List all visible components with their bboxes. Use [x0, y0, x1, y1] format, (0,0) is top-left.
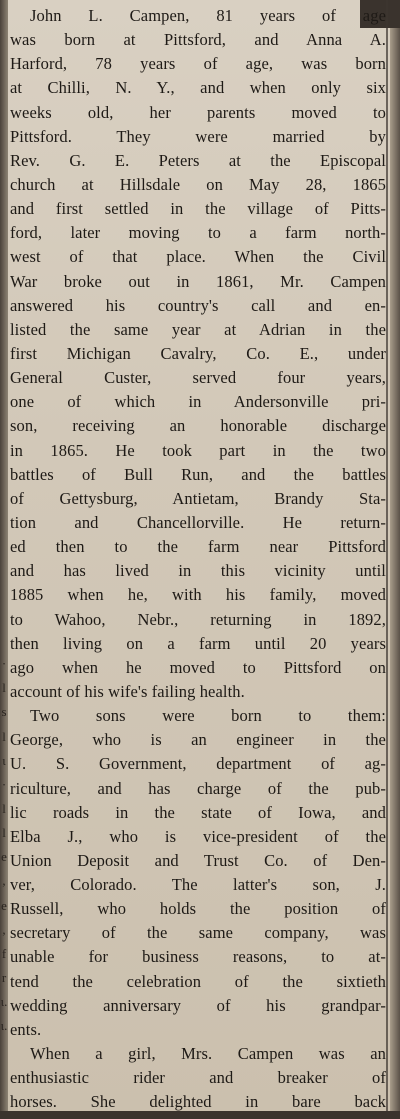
article-line: unable for business reasons, to at-: [10, 947, 386, 967]
bleed-through-mark: l: [2, 680, 6, 696]
article-line: 1885 when he, with his family, moved: [10, 585, 386, 605]
article-line: answered his country's call and en-: [10, 295, 386, 315]
right-page-edge: [390, 28, 400, 1119]
bottom-page-edge: [0, 1111, 400, 1119]
bleed-through-mark: ι.: [0, 1018, 8, 1034]
article-line: to Wahoo, Nebr., returning in 1892,: [10, 609, 386, 629]
article-line: Pittsford. They were married by: [10, 126, 386, 146]
article-line: secretary of the same company, was: [10, 923, 386, 943]
article-line: War broke out in 1861, Mr. Campen: [10, 271, 386, 291]
article-line: Two sons were born to them:: [30, 706, 386, 726]
bleed-through-mark: ·: [1, 776, 7, 792]
article-line: George, who is an engineer in the: [10, 730, 386, 750]
article-line: Russell, who holds the position of: [10, 899, 386, 919]
article-line: one of which in Andersonville pri-: [10, 392, 386, 412]
article-line: tion and Chancellorville. He return-: [10, 512, 386, 532]
article-line: at Chilli, N. Y., and when only six: [10, 78, 386, 98]
bleed-through-mark: ι: [2, 752, 6, 768]
article-line: wedding anniversary of his grandpar-: [10, 995, 386, 1015]
column-rule: [386, 0, 388, 1119]
bleed-through-mark: ,: [2, 873, 6, 889]
article-line: battles of Bull Run, and the battles: [10, 464, 386, 484]
article-line: General Custer, served four years,: [10, 368, 386, 388]
article-line: ago when he moved to Pittsford on: [10, 657, 386, 677]
article-line: lic roads in the state of Iowa, and: [10, 802, 386, 822]
article-line: west of that place. When the Civil: [10, 247, 386, 267]
article-line: horses. She delighted in bare back: [10, 1092, 386, 1112]
article-line: son, receiving an honorable discharge: [10, 416, 386, 436]
article-line: Elba J., who is vice-president of the: [10, 826, 386, 846]
article-column: [10, 4, 386, 1114]
bleed-through-mark: e: [1, 849, 7, 865]
article-line: ford, later moving to a farm north-: [10, 223, 386, 243]
bleed-through-mark: e: [1, 897, 7, 913]
article-line: Union Deposit and Trust Co. of Den-: [10, 850, 386, 870]
article-line: When a girl, Mrs. Campen was an: [30, 1044, 386, 1064]
article-line: tend the celebration of the sixtieth: [10, 971, 386, 991]
article-line: first Michigan Cavalry, Co. E., under: [10, 343, 386, 363]
article-line: ents.: [10, 1019, 42, 1039]
article-line: Harford, 78 years of age, was born: [10, 54, 386, 74]
bleed-through-mark: l: [2, 800, 6, 816]
article-line: U. S. Government, department of ag-: [10, 754, 386, 774]
bleed-through-mark: l: [2, 728, 6, 744]
bleed-through-mark: l: [2, 825, 6, 841]
bleed-through-mark: ,: [2, 921, 6, 937]
article-line: ed then to the farm near Pittsford: [10, 537, 386, 557]
article-line: John L. Campen, 81 years of age: [30, 6, 386, 25]
article-line: riculture, and has charge of the pub-: [10, 778, 386, 798]
article-line: enthusiastic rider and breaker of: [10, 1068, 386, 1088]
article-line: church at Hillsdale on May 28, 1865: [10, 174, 386, 194]
bleed-through-mark: f: [1, 945, 7, 961]
article-line: of Gettysburg, Antietam, Brandy Sta-: [10, 488, 386, 508]
article-line: Rev. G. E. Peters at the Episcopal: [10, 150, 386, 170]
article-line: ver, Colorado. The latter's son, J.: [10, 875, 386, 895]
bleed-through-mark: s: [1, 704, 7, 720]
article-line: then living on a farm until 20 years: [10, 633, 386, 653]
bleed-through-mark: ·: [1, 656, 7, 672]
article-line: was born at Pittsford, and Anna A.: [10, 30, 386, 50]
article-line: weeks old, her parents moved to: [10, 102, 386, 122]
article-line: and has lived in this vicinity until: [10, 561, 386, 581]
bleed-through-mark: ι.: [0, 994, 8, 1010]
article-line: listed the same year at Adrian in the: [10, 319, 386, 339]
article-line: and first settled in the village of Pitts-: [10, 199, 386, 219]
article-line: account of his wife's failing health.: [10, 681, 245, 701]
bleed-through-mark: r: [1, 970, 7, 985]
article-line: in 1865. He took part in the two: [10, 440, 386, 460]
